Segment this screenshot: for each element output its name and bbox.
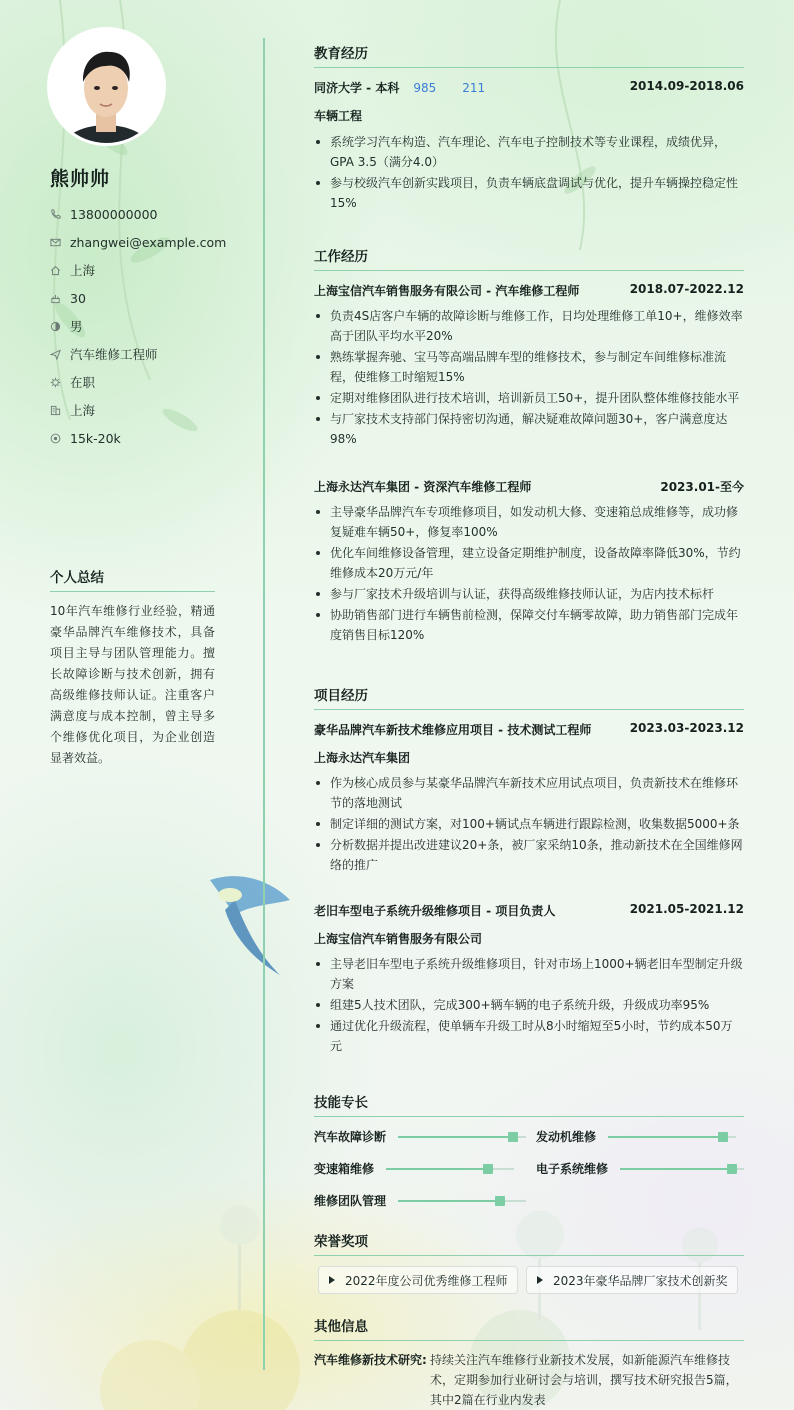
- award-text: 2022年度公司优秀维修工程师: [345, 1273, 508, 1288]
- list-item: 制定详细的测试方案，对100+辆试点车辆进行跟踪检测，收集数据5000+条: [314, 814, 744, 834]
- project-1-head: [314, 721, 744, 738]
- list-item: 熟练掌握奔驰、宝马等高端品牌车型的维修技术，参与制定车间维修标准流程，使维修工时缩短15%: [314, 347, 744, 387]
- skill-bar-knob: [495, 1196, 505, 1206]
- work-item-2-bullets: [314, 502, 744, 646]
- skill-bar: [620, 1168, 744, 1170]
- list-item: 与厂家技术支持部门保持密切沟通，解决疑难故障问题30+，客户满意度达98%: [314, 409, 744, 449]
- project-2-org: 上海宝信汽车销售服务有限公司: [314, 932, 483, 946]
- work-item-1-bullets: [314, 306, 744, 450]
- info-text: 13800000000: [70, 206, 158, 222]
- list-item: 优化车间维修设备管理，建立设备定期维护制度，设备故障率降低30%，节约维修成本20万元/年: [314, 543, 744, 583]
- skill-name: 发动机维修: [536, 1130, 597, 1144]
- skill-bar-fill: [620, 1168, 732, 1170]
- list-item: 系统学习汽车构造、汽车理论、汽车电子控制技术等专业课程，成绩优异，GPA 3.5（满分4.0）: [314, 132, 744, 172]
- contact-info-list: [50, 200, 250, 452]
- column-divider: [263, 38, 265, 1370]
- work-item-2-head: [314, 478, 744, 495]
- list-item: 组建5人技术团队，完成300+辆车辆的电子系统升级，升级成功率95%: [314, 995, 744, 1015]
- work-item-2-company: 上海永达汽车集团 - 资深汽车维修工程师: [314, 480, 532, 494]
- phone-icon: [50, 207, 70, 221]
- send-icon: [50, 347, 70, 361]
- skill-item: [314, 1128, 526, 1145]
- candidate-name: 熊帅帅: [50, 168, 111, 190]
- project-2-name: 老旧车型电子系统升级维修项目 - 项目负责人: [314, 904, 556, 918]
- list-item: 作为核心成员参与某豪华品牌汽车新技术应用试点项目，负责新技术在维修环节的落地测试: [314, 773, 744, 813]
- skill-item: [536, 1128, 736, 1145]
- info-city: [50, 396, 250, 424]
- skill-item: [314, 1192, 526, 1209]
- list-item: 分析数据并提出改进建议20+条，被厂家采纳10条，推动新技术在全国维修网络的推广: [314, 835, 744, 875]
- list-item: 定期对维修团队进行技术培训，培训新员工50+，提升团队整体维修技能水平: [314, 388, 744, 408]
- education-date: 2014.09-2018.06: [629, 79, 744, 93]
- award-badge: [318, 1266, 518, 1294]
- project-2-head: [314, 902, 744, 919]
- avatar: [50, 30, 163, 143]
- info-text: 30: [70, 290, 86, 306]
- info-salary: [50, 424, 250, 452]
- other-title: 其他信息: [314, 1315, 744, 1341]
- list-item: 主导豪华品牌汽车专项维修项目，如发动机大修、变速箱总成维修等，成功修复疑难车辆50+，修复率100%: [314, 502, 744, 542]
- salary-icon: [50, 431, 70, 445]
- work-item-1-date: 2018.07-2022.12: [629, 282, 744, 296]
- project-2-bullets: [314, 954, 744, 1057]
- award-text: 2023年豪华品牌厂家技术创新奖: [553, 1273, 728, 1288]
- summary-text: 10年汽车维修行业经验，精通豪华品牌汽车维修技术，具备项目主导与团队管理能力。擅长故障诊断与技术创新，拥有高级维修技师认证。注重客户满意度与成本控制，曾主导多个维修优化项目，为企业创造显著效益。: [50, 604, 215, 765]
- skill-bar-fill: [608, 1136, 723, 1138]
- skill-name: 电子系统维修: [536, 1162, 609, 1176]
- info-phone: [50, 200, 250, 228]
- gender-icon: [50, 319, 70, 333]
- info-text: 在职: [70, 375, 96, 390]
- skill-bar-fill: [386, 1168, 488, 1170]
- info-text: zhangwei@example.com: [70, 234, 227, 250]
- info-status: [50, 368, 250, 396]
- education-tag-211: 211: [462, 81, 486, 95]
- skill-bar-fill: [398, 1200, 500, 1202]
- skills-title: 技能专长: [314, 1091, 744, 1117]
- info-position: [50, 340, 250, 368]
- status-icon: [50, 375, 70, 389]
- skill-item: [536, 1160, 744, 1177]
- home-icon: [50, 263, 70, 277]
- education-bullets: [314, 132, 744, 214]
- skill-bar-knob: [727, 1164, 737, 1174]
- skill-bar-knob: [718, 1132, 728, 1142]
- info-gender: [50, 312, 250, 340]
- awards-title: 荣誉奖项: [314, 1230, 744, 1256]
- info-age: [50, 284, 250, 312]
- info-text: 上海: [70, 403, 96, 418]
- other-key: 汽车维修新技术研究:: [314, 1353, 427, 1367]
- info-email: [50, 228, 250, 256]
- skill-bar: [398, 1136, 526, 1138]
- award-badge: [526, 1266, 738, 1294]
- skill-bar: [608, 1136, 736, 1138]
- project-1-org: 上海永达汽车集团: [314, 751, 411, 765]
- work-item-1-company: 上海宝信汽车销售服务有限公司 - 汽车维修工程师: [314, 284, 580, 298]
- play-icon: [329, 1276, 335, 1284]
- education-school: 同济大学 - 本科: [314, 81, 400, 95]
- skill-name: 汽车故障诊断: [314, 1130, 387, 1144]
- education-tag-985: 985: [413, 81, 437, 95]
- work-title: 工作经历: [314, 245, 744, 271]
- list-item: 通过优化升级流程，使单辆车升级工时从8小时缩短至5小时，节约成本50万元: [314, 1016, 744, 1056]
- skill-name: 维修团队管理: [314, 1194, 387, 1208]
- info-text: 汽车维修工程师: [70, 347, 158, 362]
- skill-bar: [386, 1168, 514, 1170]
- skill-bar-knob: [508, 1132, 518, 1142]
- age-icon: [50, 291, 70, 305]
- list-item: 主导老旧车型电子系统升级维修项目，针对市场上1000+辆老旧车型制定升级方案: [314, 954, 744, 994]
- list-item: 参与厂家技术升级培训与认证，获得高级维修技师认证，为店内技术标杆: [314, 584, 744, 604]
- avatar-portrait: [50, 30, 163, 143]
- skill-bar: [398, 1200, 526, 1202]
- summary-title: 个人总结: [50, 566, 215, 592]
- list-item: 协助销售部门进行车辆售前检测，保障交付车辆零故障，助力销售部门完成年度销售目标120%: [314, 605, 744, 645]
- play-icon: [537, 1276, 543, 1284]
- info-text: 上海: [70, 263, 96, 278]
- education-school-line: [314, 79, 485, 96]
- list-item: 参与校级汽车创新实践项目，负责车辆底盘调试与优化，提升车辆操控稳定性15%: [314, 173, 744, 213]
- skill-bar-fill: [398, 1136, 513, 1138]
- info-text: 15k-20k: [70, 430, 121, 446]
- education-head: [314, 79, 744, 96]
- skill-bar-knob: [483, 1164, 493, 1174]
- skill-item: [314, 1160, 514, 1177]
- skill-name: 变速箱维修: [314, 1162, 375, 1176]
- work-item-1-head: [314, 282, 744, 299]
- other-info-row: [314, 1350, 744, 1410]
- left-column: [0, 0, 262, 1410]
- education-title: 教育经历: [314, 42, 744, 68]
- info-location: [50, 256, 250, 284]
- other-value: 持续关注汽车维修行业新技术发展，如新能源汽车维修技术，定期参加行业研讨会与培训，撰写技术研究报告5篇，其中2篇在行业内发表: [430, 1353, 738, 1407]
- project-1-name: 豪华品牌汽车新技术维修应用项目 - 技术测试工程师: [314, 723, 592, 737]
- education-major: 车辆工程: [314, 109, 363, 123]
- info-text: 男: [70, 319, 83, 334]
- project-1-date: 2023.03-2023.12: [629, 721, 744, 735]
- project-2-date: 2021.05-2021.12: [629, 902, 744, 916]
- list-item: 负责4S店客户车辆的故障诊断与维修工作，日均处理维修工单10+，维修效率高于团队平均水平20%: [314, 306, 744, 346]
- mail-icon: [50, 235, 70, 249]
- projects-title: 项目经历: [314, 684, 744, 710]
- project-1-bullets: [314, 773, 744, 876]
- building-icon: [50, 403, 70, 417]
- work-item-2-date: 2023.01-至今: [660, 480, 744, 494]
